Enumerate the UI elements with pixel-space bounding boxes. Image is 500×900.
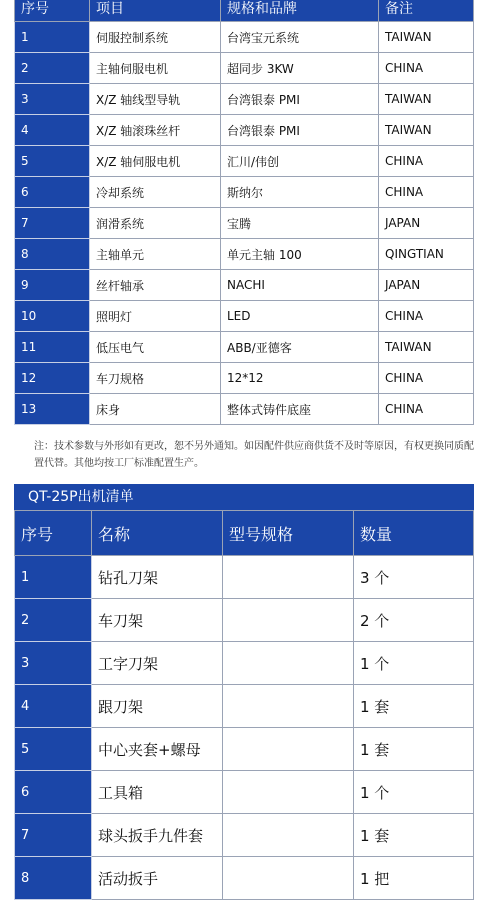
spec-col-brand: 规格和品牌	[221, 0, 379, 22]
list-name-cell: 工字刀架	[92, 642, 223, 685]
list-col-index: 序号	[15, 511, 92, 556]
list-model-cell	[223, 599, 354, 642]
shipping-table-row	[15, 556, 474, 599]
spec-item-cell: 主轴单元	[90, 239, 221, 270]
spec-brand-cell: 12*12	[221, 363, 379, 394]
spec-table-row	[15, 177, 474, 208]
list-col-model: 型号规格	[223, 511, 354, 556]
spec-index-cell: 11	[15, 332, 90, 363]
shipping-list-title: QT-25P出机清单	[14, 484, 474, 510]
list-name-cell: 球头扳手九件套	[92, 814, 223, 857]
spec-remark-cell: TAIWAN	[379, 115, 474, 146]
spec-remark-cell: CHINA	[379, 363, 474, 394]
list-quantity-cell: 1 套	[354, 685, 474, 728]
spec-remark-cell: TAIWAN	[379, 332, 474, 363]
spec-table-row	[15, 363, 474, 394]
list-name-cell: 工具箱	[92, 771, 223, 814]
list-index-cell: 8	[15, 857, 92, 900]
spec-item-cell: 车刀规格	[90, 363, 221, 394]
spec-table	[14, 0, 474, 425]
spec-table-header-row	[15, 0, 474, 22]
shipping-table-row	[15, 599, 474, 642]
list-model-cell	[223, 857, 354, 900]
spec-index-cell: 3	[15, 84, 90, 115]
list-name-cell: 中心夹套+螺母	[92, 728, 223, 771]
spec-brand-cell: 台湾宝元系统	[221, 22, 379, 53]
spec-index-cell: 10	[15, 301, 90, 332]
spec-item-cell: 低压电气	[90, 332, 221, 363]
spec-remark-cell: CHINA	[379, 394, 474, 425]
spec-remark-cell: CHINA	[379, 53, 474, 84]
spec-item-cell: 冷却系统	[90, 177, 221, 208]
spec-item-cell: X/Z 轴伺服电机	[90, 146, 221, 177]
list-model-cell	[223, 728, 354, 771]
spec-item-cell: 润滑系统	[90, 208, 221, 239]
shipping-table-row	[15, 771, 474, 814]
list-index-cell: 3	[15, 642, 92, 685]
spec-brand-cell: 斯纳尔	[221, 177, 379, 208]
list-quantity-cell: 2 个	[354, 599, 474, 642]
shipping-table-row	[15, 685, 474, 728]
list-quantity-cell: 1 把	[354, 857, 474, 900]
list-quantity-cell: 3 个	[354, 556, 474, 599]
spec-col-item: 项目	[90, 0, 221, 22]
spec-brand-cell: 整体式铸件底座	[221, 394, 379, 425]
list-quantity-cell: 1 个	[354, 642, 474, 685]
spec-brand-cell: 台湾银泰 PMI	[221, 115, 379, 146]
list-index-cell: 2	[15, 599, 92, 642]
spec-table-row	[15, 53, 474, 84]
list-index-cell: 4	[15, 685, 92, 728]
spec-index-cell: 2	[15, 53, 90, 84]
spec-index-cell: 8	[15, 239, 90, 270]
list-index-cell: 7	[15, 814, 92, 857]
spec-remark-cell: CHINA	[379, 146, 474, 177]
list-index-cell: 5	[15, 728, 92, 771]
spec-item-cell: X/Z 轴线型导轨	[90, 84, 221, 115]
spec-index-cell: 13	[15, 394, 90, 425]
spec-item-cell: X/Z 轴滚珠丝杆	[90, 115, 221, 146]
spec-brand-cell: NACHI	[221, 270, 379, 301]
spec-item-cell: 照明灯	[90, 301, 221, 332]
spec-item-cell: 主轴伺服电机	[90, 53, 221, 84]
spec-col-index: 序号	[15, 0, 90, 22]
spec-index-cell: 6	[15, 177, 90, 208]
list-name-cell: 跟刀架	[92, 685, 223, 728]
shipping-table-header-row	[15, 511, 474, 556]
spec-remark-cell: JAPAN	[379, 208, 474, 239]
spec-item-cell: 丝杆轴承	[90, 270, 221, 301]
spec-index-cell: 4	[15, 115, 90, 146]
shipping-table-row	[15, 642, 474, 685]
spec-table-row	[15, 208, 474, 239]
shipping-table-row	[15, 814, 474, 857]
spec-remark-cell: CHINA	[379, 177, 474, 208]
spec-remark-cell: TAIWAN	[379, 84, 474, 115]
spec-remark-cell: TAIWAN	[379, 22, 474, 53]
spec-remark-cell: QINGTIAN	[379, 239, 474, 270]
spec-index-cell: 5	[15, 146, 90, 177]
spec-index-cell: 1	[15, 22, 90, 53]
shipping-table-row	[15, 728, 474, 771]
spec-item-cell: 伺服控制系统	[90, 22, 221, 53]
spec-brand-cell: ABB/亚德客	[221, 332, 379, 363]
spec-index-cell: 12	[15, 363, 90, 394]
spec-index-cell: 7	[15, 208, 90, 239]
spec-table-row	[15, 239, 474, 270]
list-col-quantity: 数量	[354, 511, 474, 556]
spec-table-row	[15, 301, 474, 332]
list-model-cell	[223, 771, 354, 814]
list-model-cell	[223, 685, 354, 728]
spec-brand-cell: 汇川/伟创	[221, 146, 379, 177]
list-quantity-cell: 1 个	[354, 771, 474, 814]
spec-remark-cell: CHINA	[379, 301, 474, 332]
shipping-table-row	[15, 857, 474, 900]
spec-brand-cell: 台湾银泰 PMI	[221, 84, 379, 115]
spec-brand-cell: 宝腾	[221, 208, 379, 239]
list-name-cell: 钻孔刀架	[92, 556, 223, 599]
spec-col-remark: 备注	[379, 0, 474, 22]
list-col-name: 名称	[92, 511, 223, 556]
spec-table-row	[15, 115, 474, 146]
spec-table-row	[15, 22, 474, 53]
spec-table-row	[15, 332, 474, 363]
list-quantity-cell: 1 套	[354, 814, 474, 857]
spec-table-row	[15, 84, 474, 115]
list-name-cell: 车刀架	[92, 599, 223, 642]
spec-brand-cell: LED	[221, 301, 379, 332]
spec-table-row	[15, 394, 474, 425]
spec-index-cell: 9	[15, 270, 90, 301]
list-index-cell: 1	[15, 556, 92, 599]
list-model-cell	[223, 814, 354, 857]
list-quantity-cell: 1 套	[354, 728, 474, 771]
list-name-cell: 活动扳手	[92, 857, 223, 900]
spec-item-cell: 床身	[90, 394, 221, 425]
list-model-cell	[223, 642, 354, 685]
spec-note: 注：技术参数与外形如有更改，恕不另外通知。如因配件供应商供货不及时等原因，有权更换同质配置代替。其他均按工厂标准配置生产。	[34, 441, 474, 469]
spec-table-row	[15, 146, 474, 177]
spec-table-row	[15, 270, 474, 301]
spec-remark-cell: JAPAN	[379, 270, 474, 301]
spec-brand-cell: 超同步 3KW	[221, 53, 379, 84]
shipping-list-table	[14, 510, 474, 900]
spec-brand-cell: 单元主轴 100	[221, 239, 379, 270]
list-index-cell: 6	[15, 771, 92, 814]
list-model-cell	[223, 556, 354, 599]
